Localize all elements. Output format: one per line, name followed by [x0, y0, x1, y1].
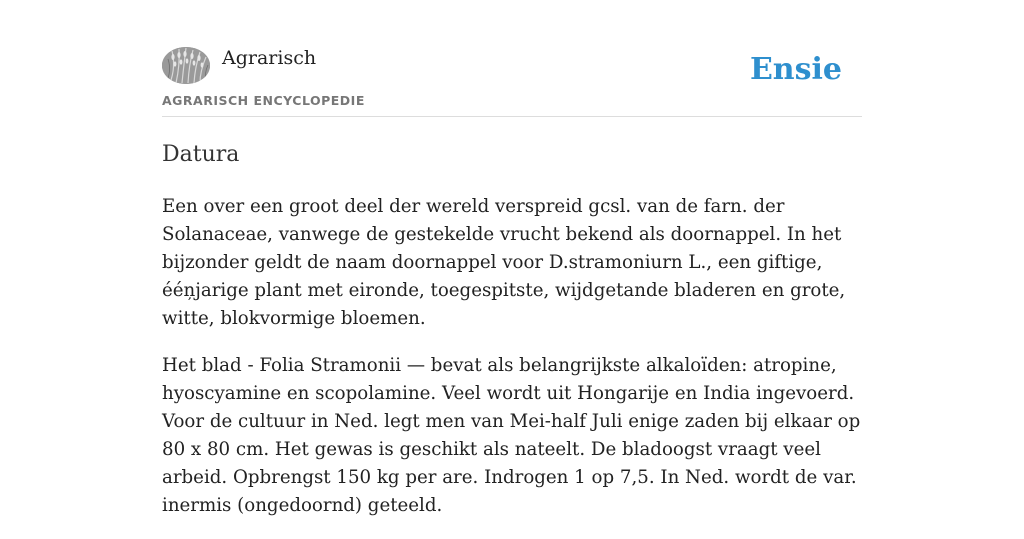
publication-name[interactable]: Agrarisch [222, 47, 317, 69]
brand-logo-link[interactable]: Ensie [749, 52, 842, 87]
page-container [162, 0, 862, 516]
article-body [162, 193, 867, 539]
publication-avatar[interactable] [162, 47, 210, 84]
header [162, 0, 862, 117]
wheat-icon [162, 47, 210, 84]
article-paragraph: Een over een groot deel der wereld verspreid gcsl. van de farn. der Solanaceae, vanwege de gestekelde vrucht bekend als doornappel. In het bijzonder geldt de naam doornappel voor D.stramoniurn L., een giftige, ééņjarige plant met eironde, toegespitste, wijdgetande bladeren en grote, witte, blokvormige bloemen. [162, 196, 846, 329]
article-title: Datura [162, 142, 240, 167]
article-paragraph: Het blad - Folia Stramonii — bevat als belangrijkste alkaloïden: atropine, hyoscyamine en scopolamine. Veel wordt uit Hongarije en India ingevoerd. Voor de cultuur in Ned. legt men van Mei-half Juli enige zaden bij elkaar op 80 x 80 cm. Het gewas is geschikt als nateelt. De bladoogst vraagt veel arbeid. Opbrengst 150 kg per are. Indrogen 1 op 7,5. In Ned. wordt de var. inermis (ongedoornd) geteeld. [162, 355, 861, 516]
publication-subtitle[interactable]: AGRARISCH ENCYCLOPEDIE [162, 93, 365, 108]
